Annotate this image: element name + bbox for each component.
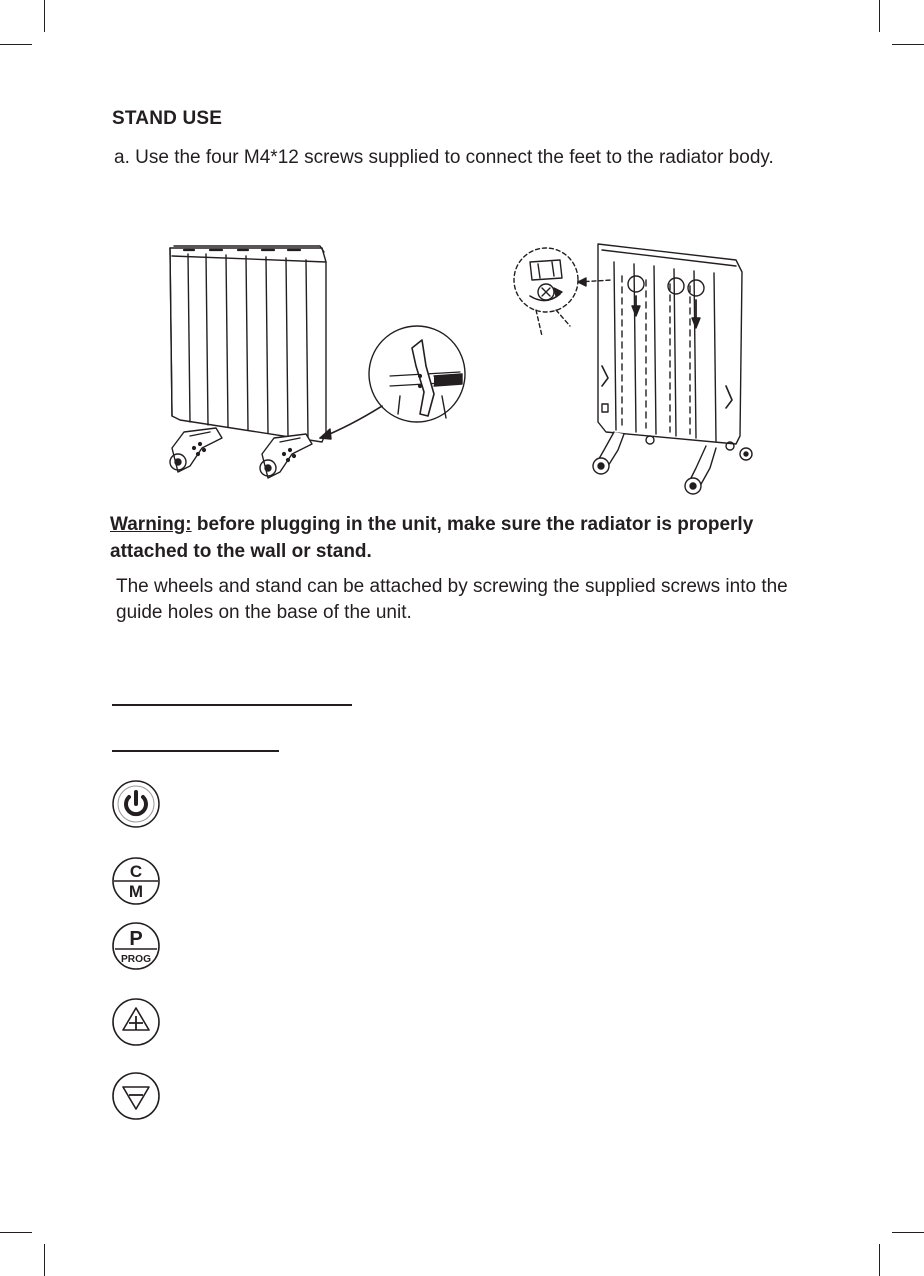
c-m-icon bbox=[110, 855, 162, 907]
crop-mark-top-right-h bbox=[892, 44, 924, 45]
m-label: M bbox=[128, 882, 144, 901]
radiator-front-view bbox=[170, 246, 326, 442]
prog-label: PROG bbox=[121, 954, 152, 965]
crop-mark-bottom-left-v bbox=[44, 1244, 45, 1276]
crop-mark-top-left-h bbox=[0, 44, 32, 45]
power-icon bbox=[110, 778, 162, 830]
detail-zoom-circle bbox=[369, 326, 465, 422]
warning-text: before plugging in the unit, make sure the radiator is properly attached to the wall or stand. bbox=[110, 514, 754, 562]
p-label: P bbox=[129, 928, 143, 950]
radiator-on-stand bbox=[593, 244, 752, 494]
crop-mark-top-right-v bbox=[879, 0, 880, 32]
feet-illustration bbox=[170, 428, 312, 478]
heading-underline-long bbox=[112, 704, 352, 706]
crop-mark-top-left-v bbox=[44, 0, 45, 32]
crop-mark-bottom-right-h bbox=[892, 1232, 924, 1233]
crop-mark-bottom-right-v bbox=[879, 1244, 880, 1276]
assembly-illustration bbox=[150, 236, 770, 498]
p-prog-icon bbox=[110, 920, 162, 972]
warning-paragraph bbox=[110, 511, 830, 565]
crop-mark-bottom-left-h bbox=[0, 1232, 32, 1233]
section-title: STAND USE bbox=[112, 108, 223, 129]
wheels-note: The wheels and stand can be attached by screwing the supplied screws into the guide holes on the base of the unit. bbox=[116, 576, 788, 623]
c-label: C bbox=[129, 862, 143, 881]
warning-label: Warning: bbox=[110, 514, 192, 535]
minus-icon bbox=[110, 1070, 162, 1122]
step-a-instruction: a. Use the four M4*12 screws supplied to connect the feet to the radiator body. bbox=[114, 147, 774, 168]
heading-underline-short bbox=[112, 750, 279, 752]
plus-icon bbox=[110, 996, 162, 1048]
